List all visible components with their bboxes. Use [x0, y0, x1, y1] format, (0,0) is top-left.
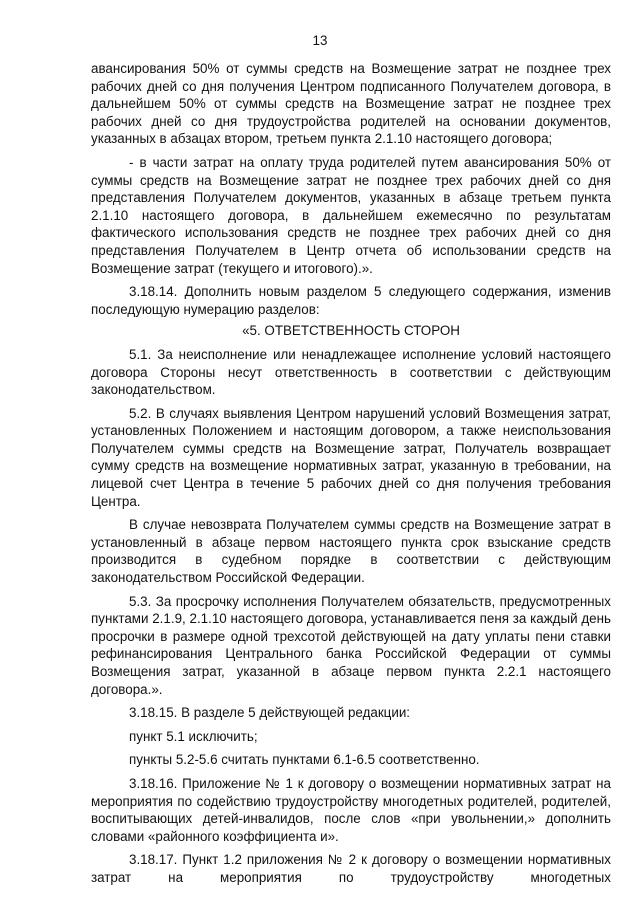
paragraph-5-1: 5.1. За неисполнение или ненадлежащее исполнение условий настоящего договора Стороны несут ответственность в соответствии с действующим законодательством. [91, 346, 611, 398]
paragraph-3-18-14: 3.18.14. Дополнить новым разделом 5 следующего содержания, изменив последующую нумерацию разделов: [91, 284, 611, 317]
paragraph-non-return: В случае невозврата Получателем суммы средств на Возмещение затрат в установленный в абзаце первом настоящего пункта срок взыскание средств производится в судебном порядке в соответствии с действующим законодательством Российской Федерации. [91, 517, 611, 586]
paragraph-5-2: 5.2. В случаях выявления Центром нарушений условий Возмещения затрат, установленных Положением и настоящим договором, а также неиспользования Получателем суммы средств на Возмещение затрат, Получатель возвращает сумму средств на возмещение нормативных затрат, указанную в требовании, на лицевой счет Центра в течение 5 рабочих дней со дня получения требования Центра. [91, 405, 611, 509]
paragraph-3-18-17: 3.18.17. Пункт 1.2 приложения № 2 к договору о возмещении нормативных затрат на мероприятия по трудоустройству многодетных [91, 852, 611, 885]
paragraph-5-3: 5.3. За просрочку исполнения Получателем обязательств, предусмотренных пунктами 2.1.9, 2.1.10 настоящего договора, устанавливается пеня за каждый день просрочки в размере одной трехсотой действующей на дату уплаты пени ставки рефинансирования Центрального банка Российской Федерации от суммы Возмещения затрат, указанной в абзаце первом пункта 2.2.1 настоящего договора.». [91, 593, 611, 697]
paragraph-3-18-16: 3.18.16. Приложение № 1 к договору о возмещении нормативных затрат на мероприятия по содействию трудоустройству многодетных родителей, родителей, воспитывающих детей-инвалидов, после слов «при увольнении,» дополнить словами «районного коэффициента и». [91, 775, 611, 844]
page-number: 13 [312, 33, 328, 48]
paragraph-renumber: пункты 5.2-5.6 считать пунктами 6.1-6.5 соответственно. [129, 752, 480, 768]
document-body [91, 60, 611, 887]
section-heading-responsibility: «5. ОТВЕТСТВЕННОСТЬ СТОРОН [242, 323, 460, 339]
paragraph-exclude-5-1: пункт 5.1 исключить; [129, 728, 258, 744]
paragraph-labor-costs: - в части затрат на оплату труда родителей путем авансирования 50% от суммы средств на Возмещение затрат не позднее трех рабочих дней со дня представления Получателем документов, указанных в абзаце третьем пункта 2.1.10 настоящего договора, в дальнейшем ежемесячно по результатам фактического использования средств не позднее трех рабочих дней со дня представления Получателем в Центр отчета об использовании средств на Возмещение затрат (текущего и итогового).». [91, 154, 611, 276]
paragraph-3-18-15: 3.18.15. В разделе 5 действующей редакции: [129, 705, 411, 721]
paragraph-advance-payment-continued: авансирования 50% от суммы средств на Возмещение затрат не позднее трех рабочих дней со дня получения Центром подписанного Получателем договора, в дальнейшем 50% от суммы средств на Возмещение затрат не позднее трех рабочих дней со дня трудоустройства родителей на основании документов, указанных в абзацах втором, третьем пункта 2.1.10 настоящего договора; [91, 61, 611, 147]
